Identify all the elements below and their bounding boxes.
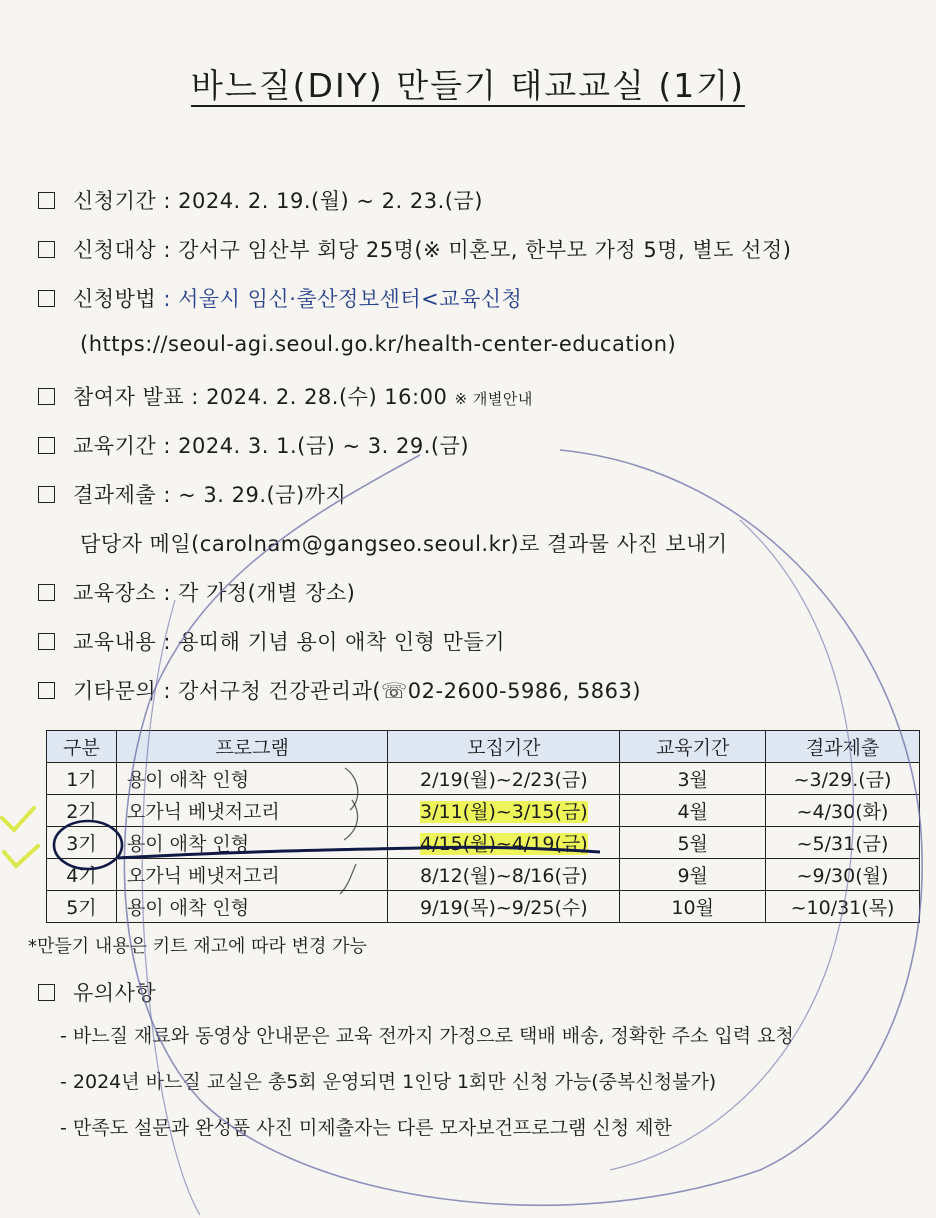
info-place: 교육장소 : 각 가정(개별 장소) <box>38 577 355 607</box>
checkbox-icon <box>38 388 55 405</box>
cell-program: 오가닉 베냇저고리 <box>116 859 387 891</box>
cell-edu: 4월 <box>620 795 766 827</box>
table-row <box>47 763 920 795</box>
checkbox-icon <box>38 984 55 1001</box>
header-cell: 결과제출 <box>766 731 920 763</box>
info-apply-period: 신청기간 : 2024. 2. 19.(월) ~ 2. 23.(금) <box>38 185 483 215</box>
info-method: 신청방법 : 서울시 임신·출산정보센터<교육신청 <box>38 283 522 313</box>
cautions-heading: 유의사항 <box>38 977 156 1007</box>
cell-submit: ~4/30(화) <box>766 795 920 827</box>
cell-submit: ~5/31(금) <box>766 827 920 859</box>
checkbox-icon <box>38 633 55 650</box>
info-announce: 참여자 발표 : 2024. 2. 28.(수) 16:00 ※ 개별안내 <box>38 381 533 411</box>
header-cell: 교육기간 <box>620 731 766 763</box>
table-row <box>47 827 920 859</box>
submit-detail: 담당자 메일(carolnam@gangseo.seoul.kr)로 결과물 사진 보내기 <box>80 532 728 556</box>
cell-term: 1기 <box>47 763 117 795</box>
checkbox-icon <box>38 241 55 258</box>
checkbox-icon <box>38 290 55 307</box>
info-contact: 기타문의 : 강서구청 건강관리과(☏02-2600-5986, 5863) <box>38 675 641 705</box>
checkbox-icon <box>38 584 55 601</box>
info-target: 신청대상 : 강서구 임산부 회당 25명(※ 미혼모, 한부모 가정 5명, 별도 선정) <box>38 234 791 264</box>
cell-submit: ~3/29.(금) <box>766 763 920 795</box>
highlight-mark: 4/15(월)~4/19(금) <box>420 833 588 855</box>
caution-item: - 2024년 바느질 교실은 총5회 운영되면 1인당 1회만 신청 가능(중복신청불가) <box>60 1071 717 1093</box>
cell-recruit <box>388 827 620 859</box>
cell-submit: ~10/31(목) <box>766 891 920 923</box>
page-title: 바느질(DIY) 만들기 태교교실 (1기) <box>191 66 745 105</box>
checkbox-icon <box>38 192 55 209</box>
table-row <box>47 795 920 827</box>
info-content: 교육내용 : 용띠해 기념 용이 애착 인형 만들기 <box>38 626 505 656</box>
cell-submit: ~9/30(월) <box>766 859 920 891</box>
table-note: *만들기 내용은 키트 재고에 따라 변경 가능 <box>28 936 367 957</box>
cell-term: 4기 <box>47 859 117 891</box>
cell-term: 3기 <box>47 827 117 859</box>
cell-edu: 3월 <box>620 763 766 795</box>
cell-edu: 9월 <box>620 859 766 891</box>
header-cell: 모집기간 <box>388 731 620 763</box>
table-header-row <box>47 731 920 763</box>
cell-recruit: 8/12(월)~8/16(금) <box>388 859 620 891</box>
table-row <box>47 891 920 923</box>
header-cell: 구분 <box>47 731 117 763</box>
highlighter-check-2 <box>4 846 38 866</box>
info-submit: 결과제출 : ~ 3. 29.(금)까지 <box>38 479 346 509</box>
checkbox-icon <box>38 437 55 454</box>
method-url: (https://seoul-agi.seoul.go.kr/health-center-education) <box>80 332 677 356</box>
cell-program: 오가닉 베냇저고리 <box>116 795 387 827</box>
caution-item: - 만족도 설문과 완성품 사진 미제출자는 다른 모자보건프로그램 신청 제한 <box>60 1117 672 1139</box>
cell-recruit: 9/19(목)~9/25(수) <box>388 891 620 923</box>
cell-term: 5기 <box>47 891 117 923</box>
cell-term: 2기 <box>47 795 117 827</box>
method-link-text: 서울시 임신·출산정보센터<교육신청 <box>178 287 523 311</box>
schedule-table <box>46 730 920 923</box>
table-row <box>47 859 920 891</box>
caution-item: - 바느질 재료와 동영상 안내문은 교육 전까지 가정으로 택배 배송, 정확한 주소 입력 요청 <box>60 1025 794 1047</box>
cell-program: 용이 애착 인형 <box>116 827 387 859</box>
cell-edu: 10월 <box>620 891 766 923</box>
checkbox-icon <box>38 486 55 503</box>
checkbox-icon <box>38 682 55 699</box>
cell-edu: 5월 <box>620 827 766 859</box>
highlighter-check-1 <box>2 808 34 830</box>
highlight-mark: 3/11(월)~3/15(금) <box>420 801 588 823</box>
cell-recruit: 2/19(월)~2/23(금) <box>388 763 620 795</box>
info-edu-period: 교육기간 : 2024. 3. 1.(금) ~ 3. 29.(금) <box>38 430 469 460</box>
cell-program: 용이 애착 인형 <box>116 891 387 923</box>
header-cell: 프로그램 <box>116 731 387 763</box>
cell-recruit <box>388 795 620 827</box>
cell-program: 용이 애착 인형 <box>116 763 387 795</box>
